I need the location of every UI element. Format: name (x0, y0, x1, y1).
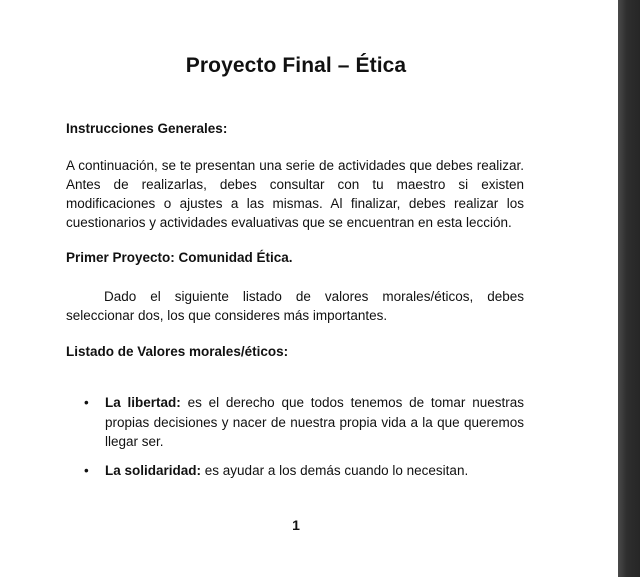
first-project-heading: Primer Proyecto: Comunidad Ética. (66, 250, 293, 265)
value-term: La solidaridad: (105, 462, 202, 478)
value-definition: es el derecho que todos tenemos de tomar nuestras propias decisiones y nacer de nuestra propia vida a la que queremos llegar ser. (105, 395, 524, 449)
value-definition: es ayudar a los demás cuando lo necesitan. (201, 462, 469, 478)
values-list-heading: Listado de Valores morales/éticos: (66, 344, 289, 359)
first-project-paragraph: Dado el siguiente listado de valores morales/éticos, debes seleccionar dos, los que consideres más importantes. (66, 289, 524, 323)
general-instructions-paragraph: A continuación, se te presentan una serie de actividades que debes realizar. Antes de realizarlas, debes consultar con tu maestro si existen modificaciones o ajustes a las mismas. Al finalizar, debes realizar los cuestionarios y actividades evaluativas que se encuentran en esta lección. (66, 158, 524, 230)
bullet-icon: • (84, 462, 89, 478)
bullet-icon: • (84, 395, 89, 410)
general-instructions-heading: Instrucciones Generales: (66, 121, 228, 136)
values-list (66, 393, 524, 480)
page-number: 1 (292, 517, 300, 533)
list-item (66, 461, 524, 481)
viewer-background-edge (618, 0, 640, 577)
document-title: Proyecto Final – Ética (185, 54, 407, 77)
list-item (66, 393, 524, 452)
value-term: La libertad: (105, 395, 181, 410)
